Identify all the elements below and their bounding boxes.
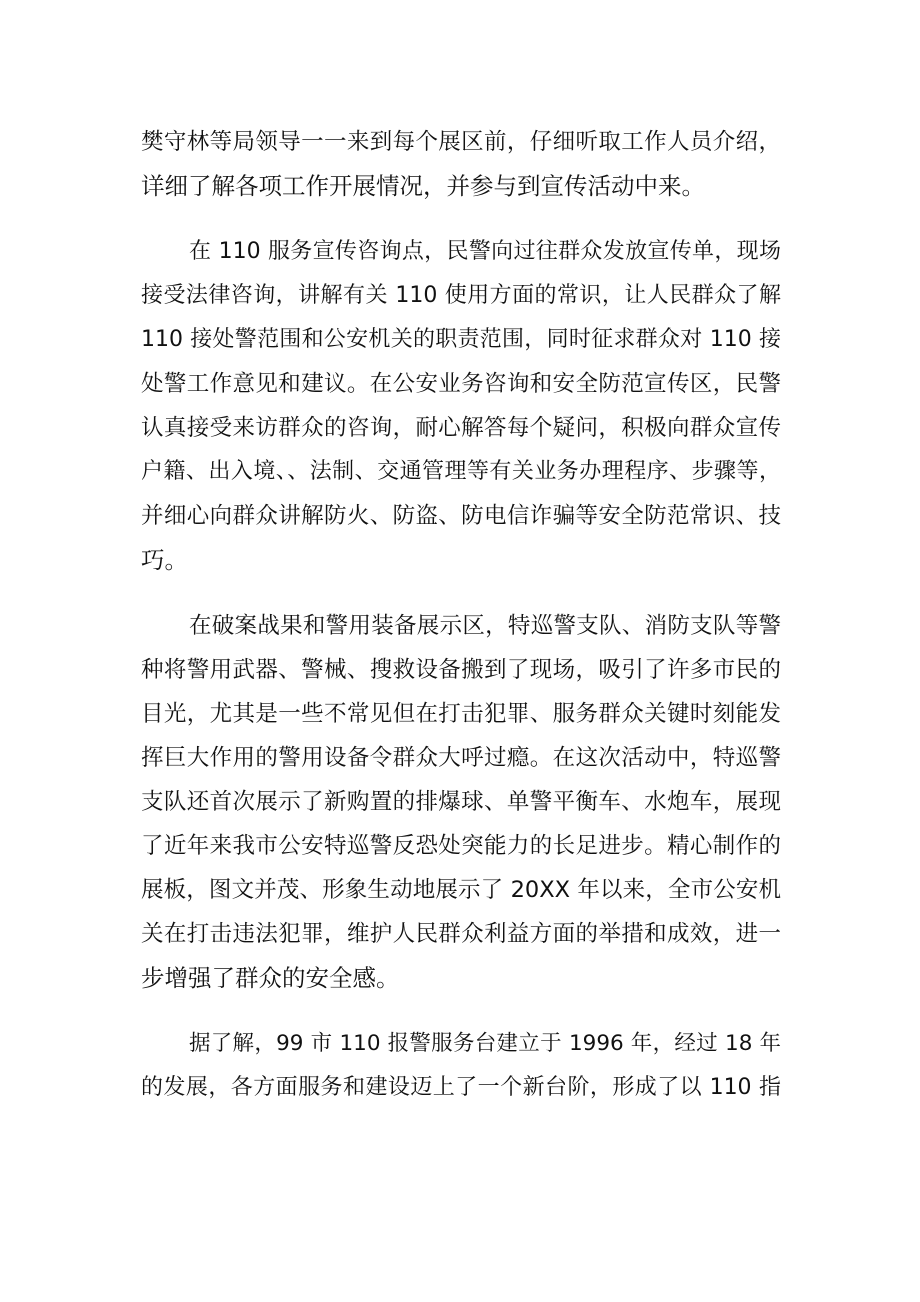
paragraph-2-line-2: 接受法律咨询，讲解有关 110 使用方面的常识，让人民群众了解: [141, 283, 781, 308]
paragraph-2-line-8: 巧。: [141, 546, 188, 574]
paragraph-2-line-7: 并细心向群众讲解防火、防盗、防电信诈骗等安全防范常识、技: [141, 503, 781, 529]
paragraph-4-line-1: 据了解，99 市 110 报警服务台建立于 1996 年，经过 18 年: [189, 1031, 781, 1056]
paragraph-2-line-1: 在 110 服务宣传咨询点，民警向过往群众发放宣传单，现场: [189, 239, 781, 264]
paragraph-3-line-1: 在破案战果和警用装备展示区，特巡警支队、消防支队等警: [189, 613, 781, 639]
paragraph-3-line-2: 种将警用武器、警械、搜救设备搬到了现场，吸引了许多市民的: [141, 657, 781, 683]
paragraph-3-line-7: 展板，图文并茂、形象生动地展示了 20XX 年以来，全市公安机: [141, 877, 781, 903]
paragraph-1-line-1: 樊守林等局领导一一来到每个展区前，仔细听取工作人员介绍，: [141, 129, 781, 155]
paragraph-4-line-2: 的发展，各方面服务和建设迈上了一个新台阶，形成了以 110 指: [141, 1075, 781, 1100]
paragraph-3-line-9: 步增强了群众的安全感。: [141, 964, 400, 992]
paragraph-1-line-2: 详细了解各项工作开展情况，并参与到宣传活动中来。: [141, 172, 705, 200]
paragraph-2-line-3: 110 接处警范围和公安机关的职责范围，同时征求群众对 110 接: [141, 327, 781, 352]
paragraph-2-line-6: 户籍、出入境、、法制、交通管理等有关业务办理程序、步骤等，: [141, 459, 781, 484]
paragraph-2-line-4: 处警工作意见和建议。在公安业务咨询和安全防范宣传区，民警: [141, 371, 781, 397]
paragraph-3-line-5: 支队还首次展示了新购置的排爆球、单警平衡车、水炮车，展现: [141, 789, 781, 815]
paragraph-3-line-6: 了近年来我市公安特巡警反恐处突能力的长足进步。精心制作的: [141, 833, 781, 859]
paragraph-3-line-3: 目光，尤其是一些不常见但在打击犯罪、服务群众关键时刻能发: [141, 701, 781, 727]
paragraph-3-line-8: 关在打击违法犯罪，维护人民群众利益方面的举措和成效，进一: [141, 921, 781, 947]
paragraph-3-line-4: 挥巨大作用的警用设备令群众大呼过瘾。在这次活动中，特巡警: [141, 745, 781, 771]
paragraph-2-line-5: 认真接受来访群众的咨询，耐心解答每个疑问，积极向群众宣传: [141, 415, 781, 441]
